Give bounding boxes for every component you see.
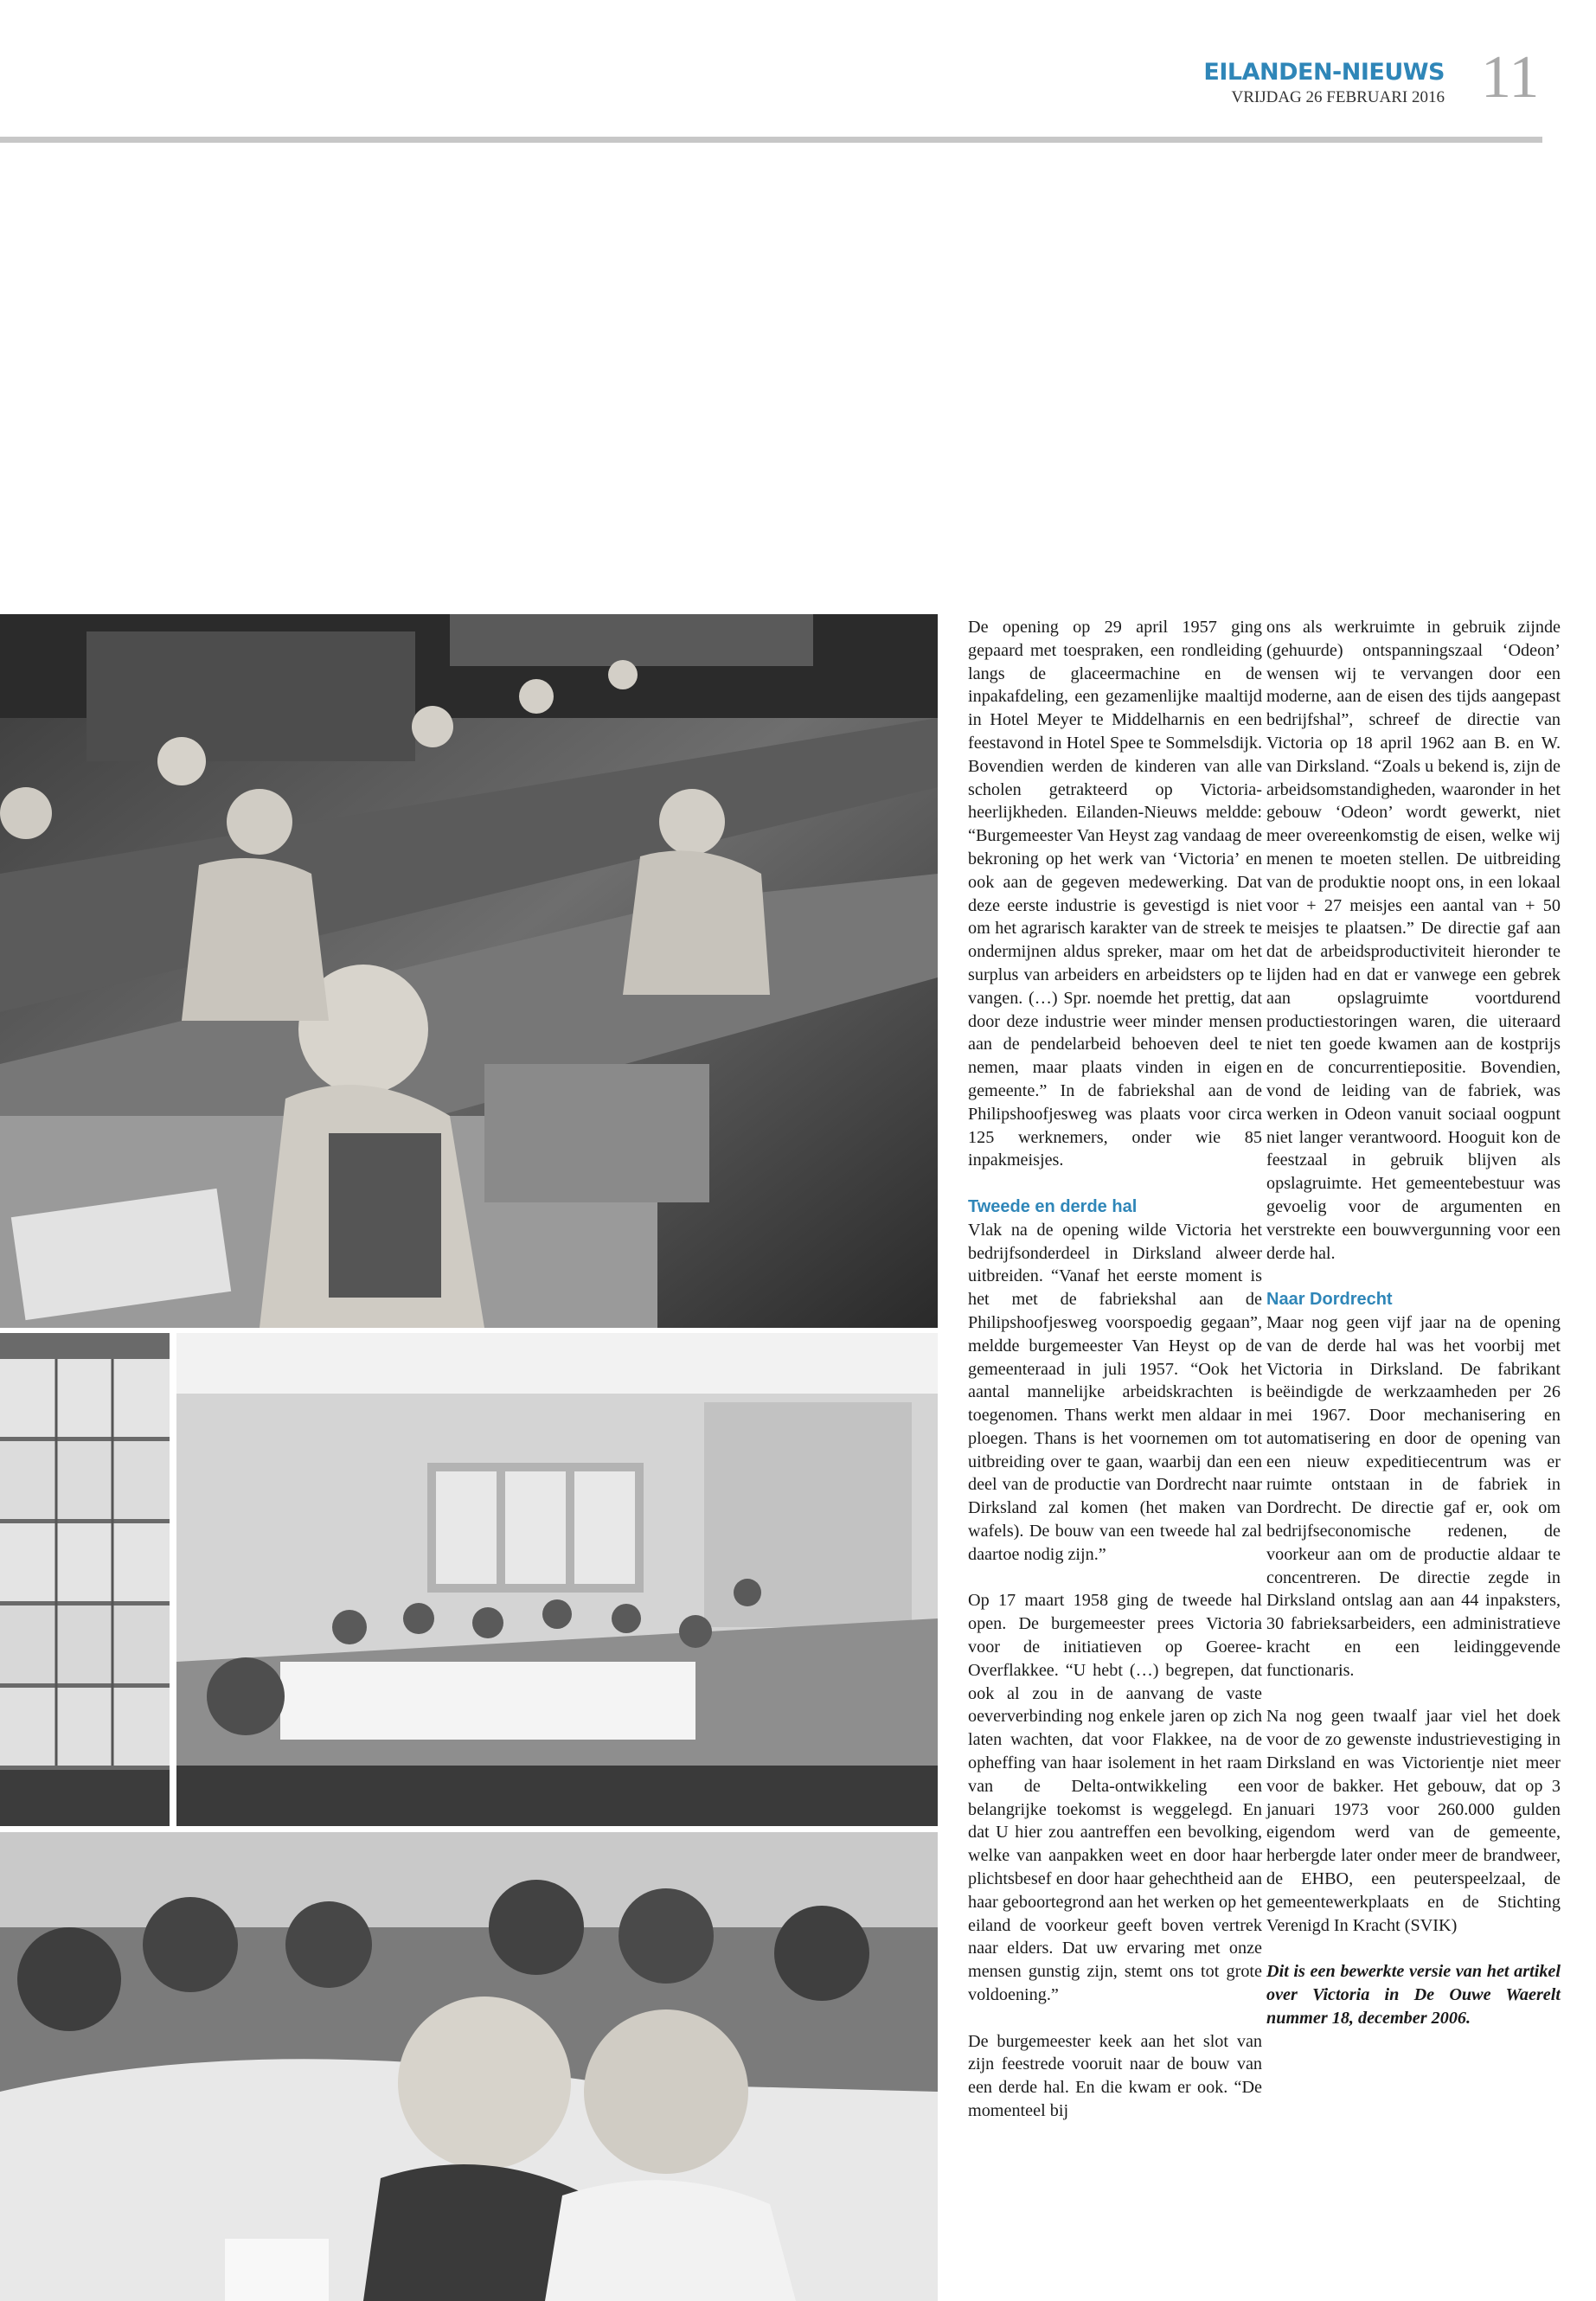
source-note: Dit is een bewerkte versie van het artikel over Victoria in De Ouwe Waerelt nummer 18, december 2006. (1266, 1962, 1561, 2028)
subheading-tweede-en-derde-hal: Tweede en derde hal (968, 1196, 1138, 1216)
header-rule (0, 137, 1542, 143)
article-column-2 (1266, 616, 1561, 2030)
subheading-naar-dordrecht: Naar Dordrecht (1266, 1290, 1393, 1310)
photo-women-at-table (0, 1832, 938, 2301)
photo-canteen (176, 1333, 938, 1826)
newspaper-brand: EILANDEN-NIEUWS (1203, 59, 1445, 86)
paragraph-opening: De opening op 29 april 1957 ging gepaard met toespraken, een rondleiding langs de glaceermachine en de inpakafdeling, een gezamenlijke maaltijd in Hotel Meyer te Middelharnis en een feestavond in Hotel Spee te Sommelsdijk. Bovendien werden de kinderen van alle scholen getrakteerd op Victoria-heerlijkheden. Eilanden-Nieuws meldde: “Burgemeester Van Heyst zag vandaag de bekroning op het werk van ‘Victoria’ en ook aan de gegeven medewerking. Dat deze eerste industrie is gevestigd is niet om het agrarisch karakter van de streek te ondermijnen aldus spreker, maar om het surplus van arbeiders en arbeidsters op te vangen. (…) Spr. noemde het prettig, dat door deze industrie weer minder mensen aan de pendelarbeid behoeven deel te nemen, maar plaats vinden in eigen gemeente.” In de fabriekshal aan de Philipshoofjesweg was plaats voor circa 125 werknemers, onder wie 85 inpakmeisjes. (968, 618, 1262, 1170)
photo-packing-line (0, 614, 938, 1328)
paragraph-odeon: ons als werkruimte in gebruik zijnde (gehuurde) ontspanningszaal ‘Odeon’ wensen wij te vervangen door een moderne, aan de eisen des tijds aangepast bedrijfshal”, schreef de directie van Victoria op 18 april 1962 aan B. en W. van Dirksland. “Zoals u bekend is, zijn de arbeidsomstandigheden, waaronder in het gebouw ‘Odeon’ wordt gewerkt, niet meer overeenkomstig de eisen, welke wij menen te moeten stellen. De uitbreiding van de produktie noopt ons, in een lokaal voor + 27 meisjes een aantal van + 50 meisjes te plaatsen.” De directie gaf aan dat de arbeidsproductiviteit hieronder te lijden had en dat er vanwege een gebrek aan opslagruimte voortdurend productiestoringen waren, die uiteraard niet ten goede kwamen aan de kostprijs en de concurrentiepositie. Bovendien, vond de leiding van de fabriek, was werken in Odeon vanuit sociaal oogpunt niet langer verantwoord. Hooguit kon de feestzaal in gebruik blijven als opslagruimte. Het gemeentebestuur was gevoelig voor de argumenten en verstrekte een bouwvergunning voor een derde hal. (1266, 618, 1561, 1263)
page-number: 11 (1481, 44, 1540, 111)
article-column-1 (968, 616, 1262, 2123)
paragraph-sluiting: Maar nog geen vijf jaar na de opening van de derde hal was het voorbij met Victoria in Dirksland. De fabrikant beëindigde de werkzaamheden per 26 mei 1967. Door mechanisering en automatisering en door de opening van een nieuw expeditiecentrum was er ruimte ontstaan in de fabriek in Dordrecht. De directie gaf er, ook om bedrijfseconomische redenen, de voorkeur aan om de productie aldaar te concentreren. De directie zegde in Dirksland ontslag aan aan 44 inpaksters, 30 fabrieksarbeiders, een administratieve kracht en een leidinggevende functionaris. (1266, 1312, 1561, 1680)
canteen-illustration (176, 1333, 938, 1826)
paragraph-derde-hal: De burgemeester keek aan het slot van zijn feestrede vooruit naar de bouw van een derde hal. En die kwam er ook. “De momenteel bij (968, 2031, 1262, 2120)
photo-stacked-boxes (0, 1333, 170, 1826)
paragraph-gebouw: Na nog geen twaalf jaar viel het doek voor de zo gewenste industrievestiging in Dirksland en was Victorientje niet meer voor de bakker. Het gebouw, dat op 3 januari 1973 voor 260.000 gulden eigendom werd van de gemeente, herbergde later onder meer de brandweer, de EHBO, een peuterspeelzaal, de gemeentewerkplaats en de Stichting Verenigd In Kracht (SVIK) (1266, 1707, 1561, 1935)
masthead (1203, 52, 1453, 112)
paragraph-uitbreiding: Vlak na de opening wilde Victoria het bedrijfsonderdeel in Dirksland alweer uitbreiden. “Vanaf het eerste moment is het met de fabriekshal aan de Philipshoofjesweg voorspoedig gegaan”, meldde burgemeester Van Heyst op de gemeenteraad in juli 1957. “Ook het aantal mannelijke arbeidskrachten is toegenomen. Thans werkt men aldaar in ploegen. Thans is het voornemen om tot uitbreiding over te gaan, waarbij dan een deel van de productie van Dordrecht naar Dirksland zal komen (het maken van wafels). De bouw van een tweede hal zal daartoe nodig zijn.” (968, 1220, 1262, 1564)
paragraph-tweede-hal: Op 17 maart 1958 ging de tweede hal open. De burgemeester prees Victoria voor de initiatieven op Goeree-Overflakkee. “U hebt (…) begrepen, dat ook al zou in de aanvang de vaste oeververbinding nog enkele jaren op zich laten wachten, dat voor Flakkee, na de opheffing van haar isolement in het raam van de Delta-ontwikkeling een belangrijke toekomst is weggelegd. En dat U hier zou aantreffen een bevolking, welke van aanpakken weet en door haar plichtsbesef en door haar gehechtheid aan haar geboortegrond aan het werken op het eiland de voorkeur geeft boven vertrek naar elders. Dat uw ervaring met onze mensen gunstig zijn, stemt ons tot grote voldoening.” (968, 1591, 1262, 2005)
packing-line-illustration (0, 614, 938, 1328)
stacked-boxes-illustration (0, 1333, 170, 1826)
women-at-table-illustration (0, 1832, 938, 2301)
publication-date: VRIJDAG 26 FEBRUARI 2016 (1231, 88, 1445, 106)
